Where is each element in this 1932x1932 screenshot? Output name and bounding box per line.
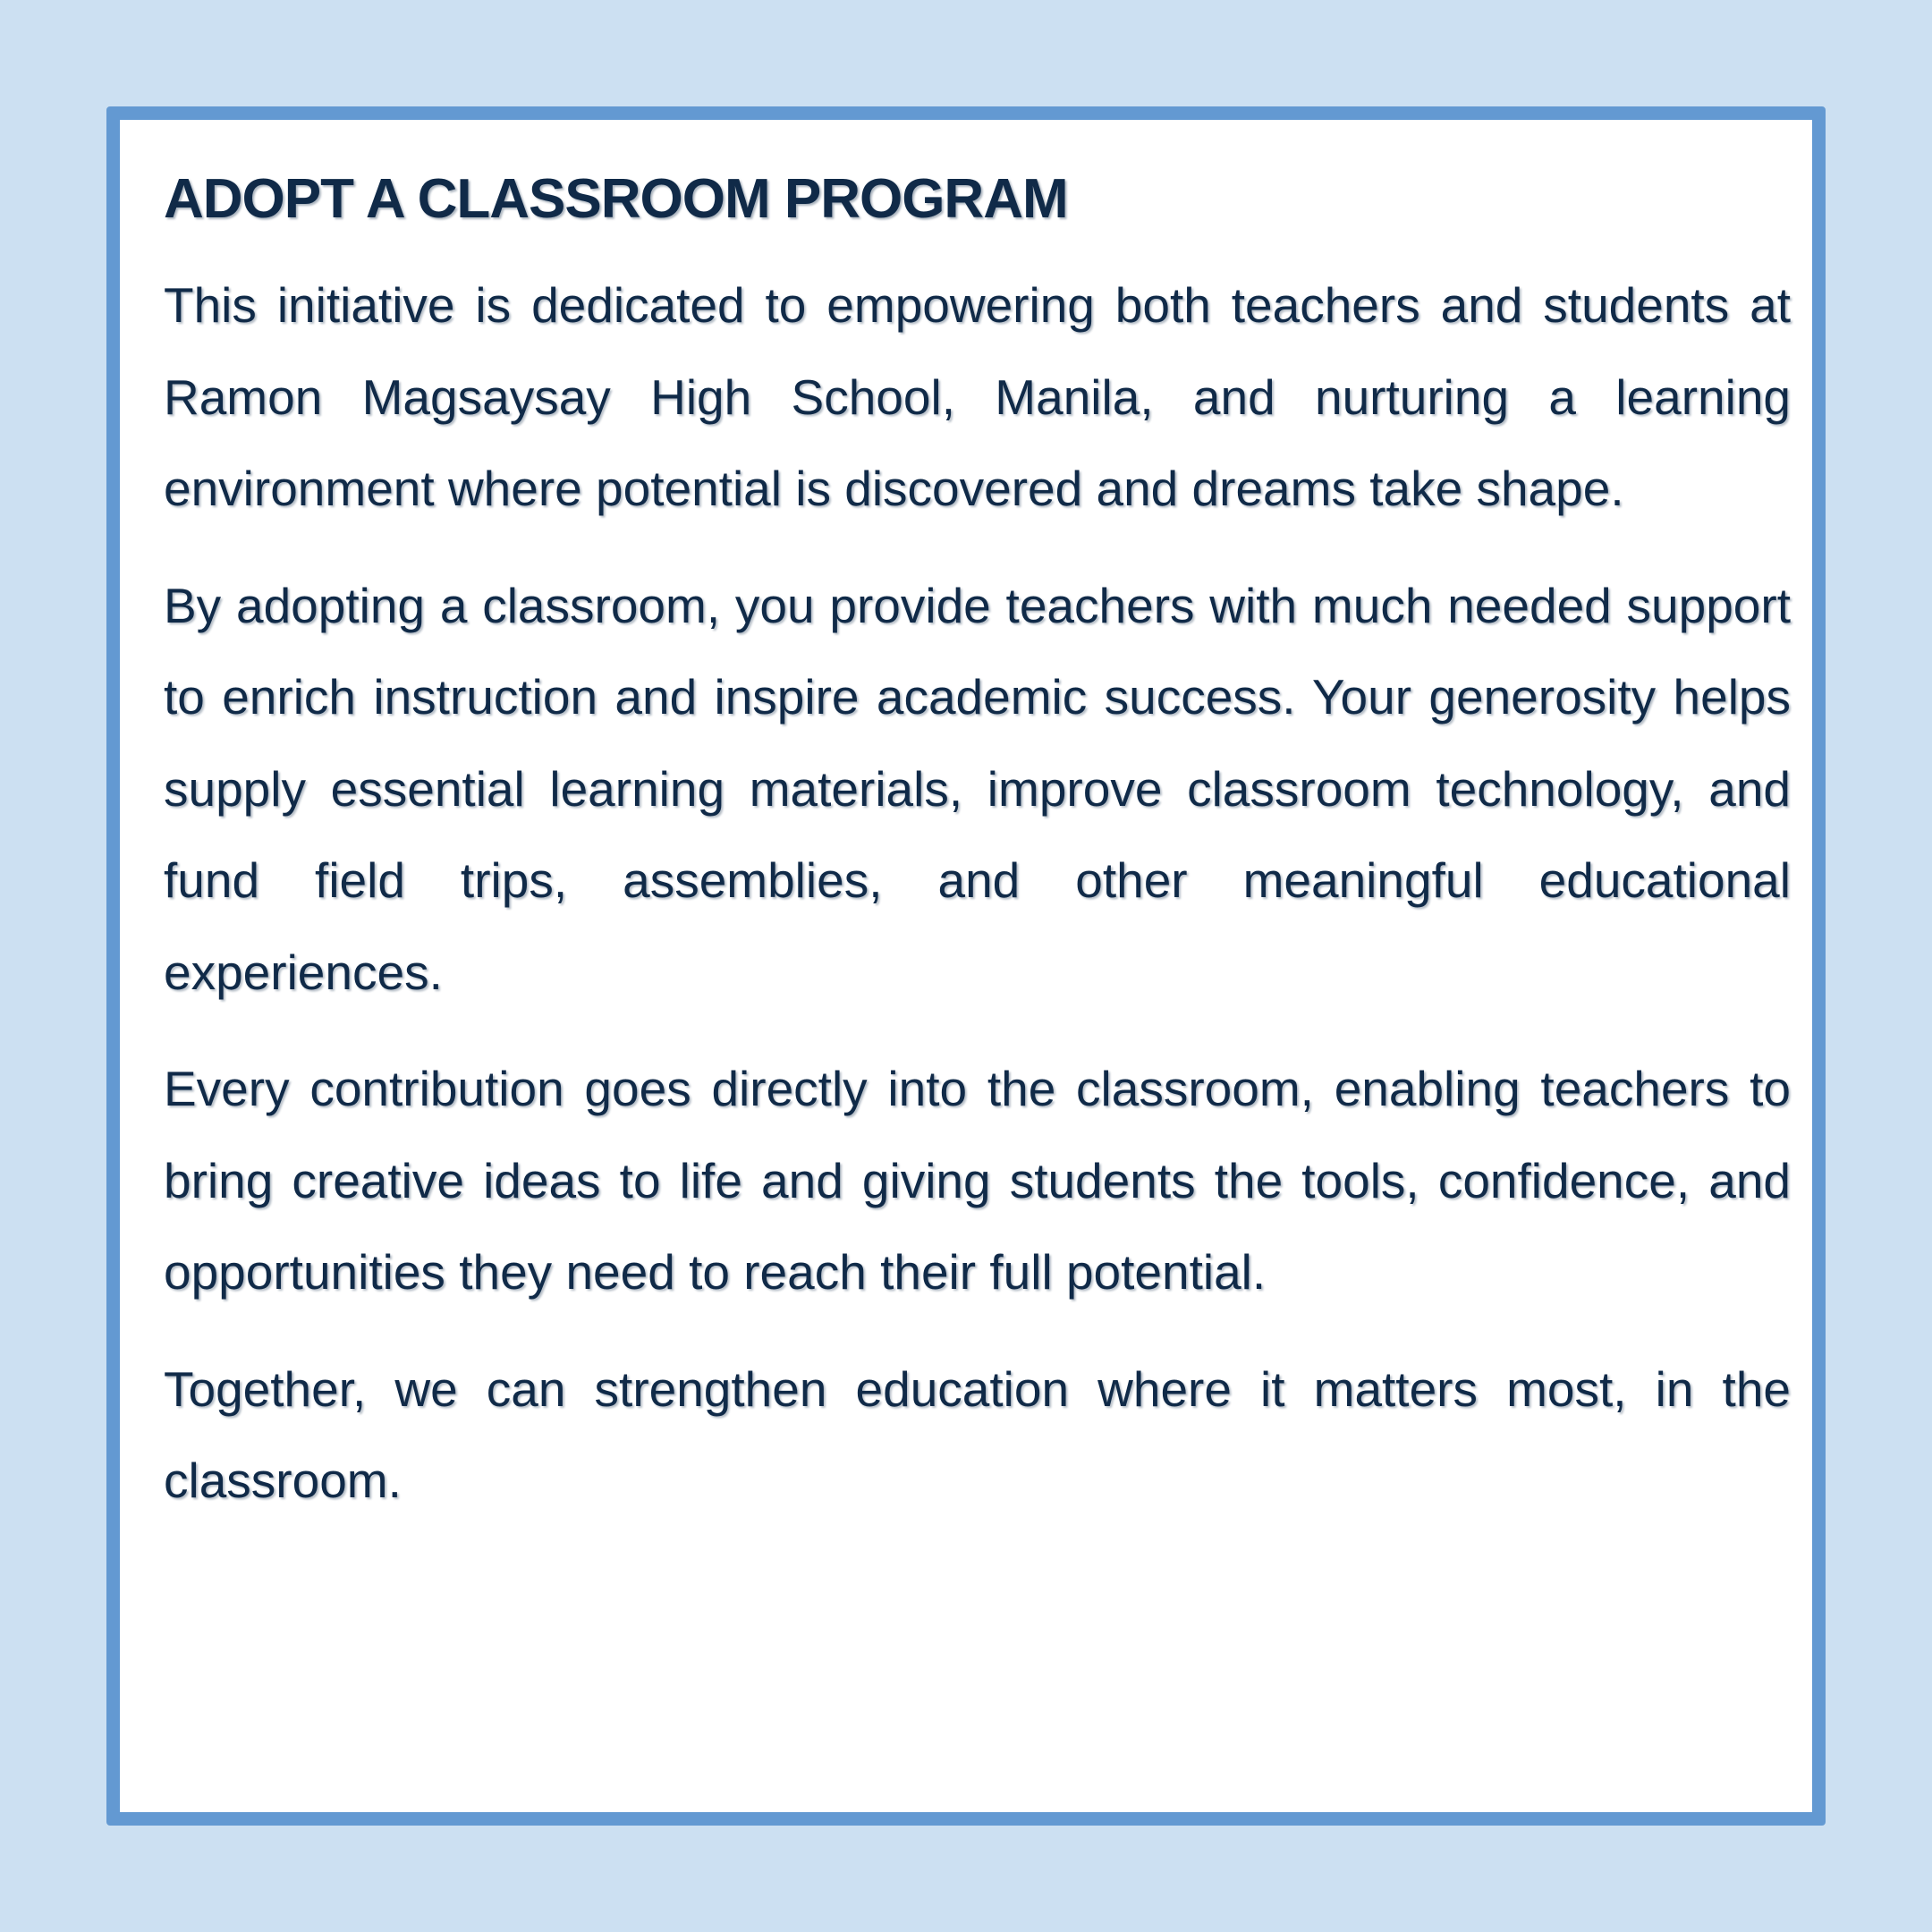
page-title: ADOPT A CLASSROOM PROGRAM bbox=[164, 168, 1068, 230]
intro-paragraph: This initiative is dedicated to empowering both teachers and students at Ramon Magsaysay High School, Manila, and nurturing a learning environment where potential is discovered and dreams take shape. bbox=[164, 277, 1791, 516]
support-paragraph: By adopting a classroom, you provide teachers with much needed support to enrich instruction and inspire academic success. Your generosity helps supply essential learning materials, improve classroom technology, and fund field trips, assemblies, and other meaningful educational experiences. bbox=[164, 577, 1791, 1000]
closing-paragraph: Together, we can strengthen education where it matters most, in the classroom. bbox=[164, 1360, 1791, 1508]
contribution-paragraph: Every contribution goes directly into the classroom, enabling teachers to bring creative ideas to life and giving students the tools, confidence, and opportunities they need to reach their full potential. bbox=[164, 1061, 1791, 1300]
program-card bbox=[106, 106, 1826, 1826]
program-content bbox=[164, 165, 1791, 1527]
